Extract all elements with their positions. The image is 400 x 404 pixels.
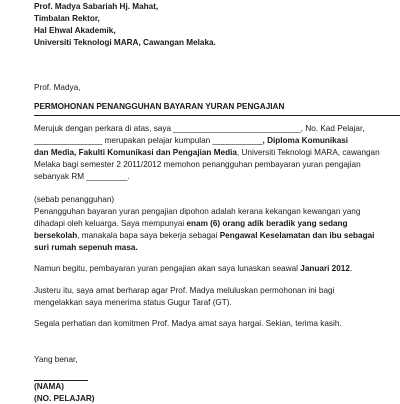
signature-id: (NO. PELAJAR) (34, 394, 95, 403)
recipient-department: Hal Ehwal Akademik, (34, 26, 116, 35)
closing: Yang benar, (34, 355, 78, 364)
salutation: Prof. Madya, (34, 83, 81, 92)
subject-divider (34, 115, 400, 116)
para1-line2: _______________ merupakan pelajar kumpulan ___________, Diploma Komunikasi (34, 136, 349, 145)
para1-line3: dan Media, Fakulti Komunikasi dan Pengajian Media, Universiti Teknologi MARA, cawangan (34, 148, 380, 157)
para2-line4: suri rumah sepenuh masa. (34, 243, 138, 252)
para4-line2: mengelakkan saya menerima status Gugur Taraf (GT). (34, 298, 232, 307)
para4-line1: Justeru itu, saya amat berharap agar Prof. Madya meluluskan permohonan ini bagi (34, 286, 335, 295)
reason-note: (sebab penangguhan) (34, 195, 115, 204)
signature-name: (NAMA) (34, 382, 65, 391)
signature-line (34, 380, 88, 381)
recipient-position: Timbalan Rektor, (34, 14, 100, 23)
para1-line5: sebanyak RM _________. (34, 172, 130, 181)
recipient-institution: Universiti Teknologi MARA, Cawangan Melaka. (34, 38, 216, 47)
para1-line4: Melaka bagi semester 2 2011/2012 memohon penangguhan pembayaran yuran pengajian (34, 160, 361, 169)
para1-line1: Merujuk dengan perkara di atas, saya ____________________________, No. Kad Pelajar, (34, 124, 365, 133)
para2-line3: bersekolah, manakala bapa saya bekerja sebagai Pengawal Keselamatan dan ibu sebagai (34, 231, 375, 240)
para5-line: Segala perhatian dan komitmen Prof. Madya amat saya hargai. Sekian, terima kasih. (34, 319, 342, 328)
para2-line2: dihadapi oleh keluarga. Saya mempunyai enam (6) orang adik beradik yang sedang (34, 219, 348, 228)
para3-line: Namun begitu, pembayaran yuran pengajian akan saya lunaskan seawal Januari 2012. (34, 264, 353, 273)
recipient-name: Prof. Madya Sabariah Hj. Mahat, (34, 2, 159, 11)
para2-line1: Penangguhan bayaran yuran pengajian dipohon adalah kerana kekangan kewangan yang (34, 207, 361, 216)
subject-line: PERMOHONAN PENANGGUHAN BAYARAN YURAN PENGAJIAN (34, 102, 285, 111)
